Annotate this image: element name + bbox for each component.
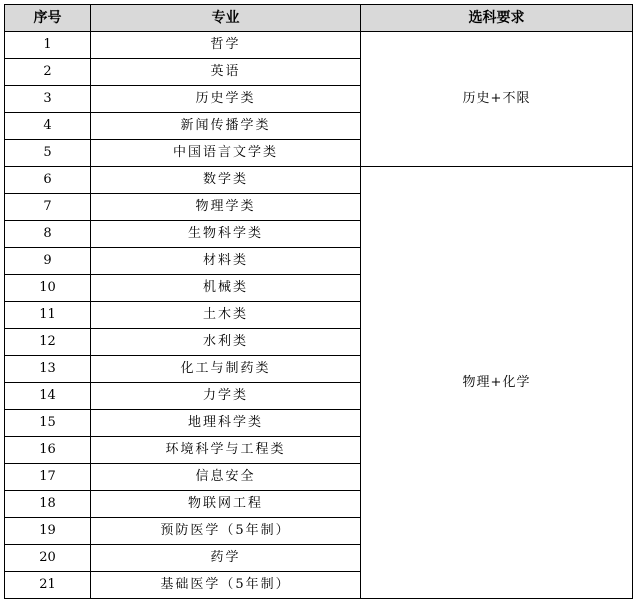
table-header-row — [5, 5, 633, 32]
header-major: 专业 — [91, 5, 361, 32]
major-name-cell: 药学 — [91, 545, 361, 572]
table-body — [5, 32, 633, 599]
major-name-cell: 中国语言文学类 — [91, 140, 361, 167]
major-name-cell: 力学类 — [91, 383, 361, 410]
table-row — [5, 167, 633, 194]
major-name-cell: 新闻传播学类 — [91, 113, 361, 140]
subject-requirements-table — [4, 4, 633, 599]
major-name-cell: 信息安全 — [91, 464, 361, 491]
serial-number-cell: 7 — [5, 194, 91, 221]
major-name-cell: 英语 — [91, 59, 361, 86]
serial-number-cell: 1 — [5, 32, 91, 59]
requirements-table-container — [4, 4, 633, 599]
subject-requirement-cell: 物理+化学 — [361, 167, 633, 599]
major-name-cell: 机械类 — [91, 275, 361, 302]
serial-number-cell: 8 — [5, 221, 91, 248]
major-name-cell: 生物科学类 — [91, 221, 361, 248]
serial-number-cell: 18 — [5, 491, 91, 518]
serial-number-cell: 10 — [5, 275, 91, 302]
major-name-cell: 物联网工程 — [91, 491, 361, 518]
major-name-cell: 历史学类 — [91, 86, 361, 113]
major-name-cell: 基础医学（5年制） — [91, 572, 361, 599]
major-name-cell: 化工与制药类 — [91, 356, 361, 383]
major-name-cell: 环境科学与工程类 — [91, 437, 361, 464]
major-name-cell: 数学类 — [91, 167, 361, 194]
serial-number-cell: 5 — [5, 140, 91, 167]
subject-requirement-cell: 历史+不限 — [361, 32, 633, 167]
serial-number-cell: 3 — [5, 86, 91, 113]
major-name-cell: 预防医学（5年制） — [91, 518, 361, 545]
major-name-cell: 土木类 — [91, 302, 361, 329]
serial-number-cell: 16 — [5, 437, 91, 464]
major-name-cell: 哲学 — [91, 32, 361, 59]
header-subject-requirement: 选科要求 — [361, 5, 633, 32]
serial-number-cell: 13 — [5, 356, 91, 383]
serial-number-cell: 20 — [5, 545, 91, 572]
major-name-cell: 材料类 — [91, 248, 361, 275]
major-name-cell: 水利类 — [91, 329, 361, 356]
serial-number-cell: 14 — [5, 383, 91, 410]
serial-number-cell: 15 — [5, 410, 91, 437]
serial-number-cell: 17 — [5, 464, 91, 491]
table-row — [5, 32, 633, 59]
serial-number-cell: 11 — [5, 302, 91, 329]
serial-number-cell: 2 — [5, 59, 91, 86]
serial-number-cell: 4 — [5, 113, 91, 140]
serial-number-cell: 21 — [5, 572, 91, 599]
header-serial-number: 序号 — [5, 5, 91, 32]
serial-number-cell: 9 — [5, 248, 91, 275]
serial-number-cell: 19 — [5, 518, 91, 545]
major-name-cell: 地理科学类 — [91, 410, 361, 437]
serial-number-cell: 6 — [5, 167, 91, 194]
serial-number-cell: 12 — [5, 329, 91, 356]
major-name-cell: 物理学类 — [91, 194, 361, 221]
